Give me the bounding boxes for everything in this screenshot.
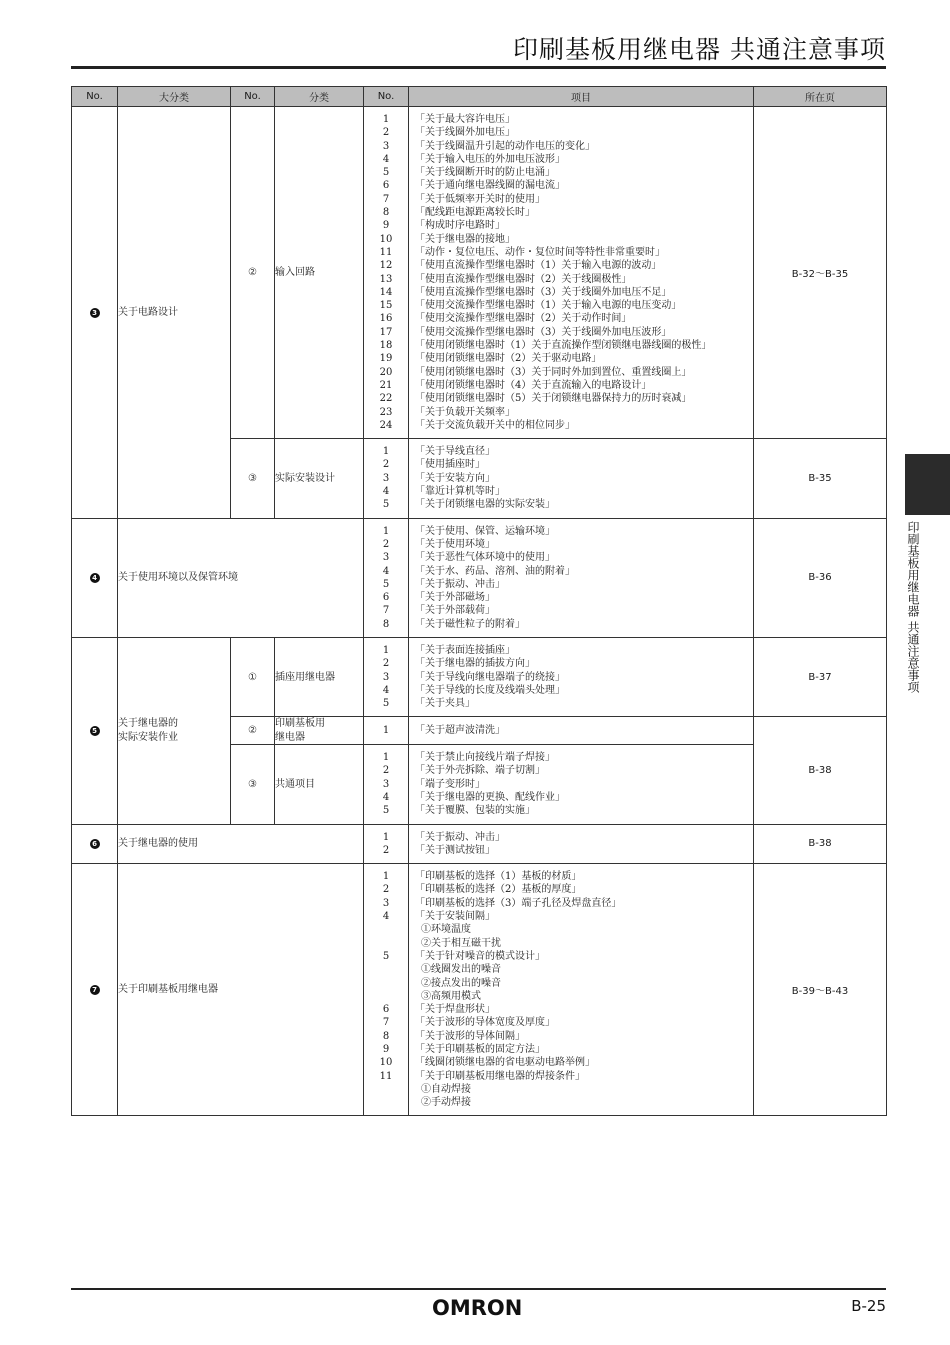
list-line: 5: [382, 578, 390, 590]
list-line: 15: [379, 300, 393, 312]
list-line: 20: [379, 366, 393, 378]
list-line: 3: [382, 778, 390, 790]
list-line: ②接点发出的噪音: [421, 977, 501, 989]
list-line: 「关于振动、冲击」: [415, 578, 505, 590]
side-tab: [905, 454, 950, 515]
omron-logo: OMRON: [432, 1296, 523, 1320]
list-line: 「关于线圈断开时的防止电涌」: [415, 167, 555, 179]
item-list: [409, 439, 754, 518]
page-ref: B-38: [754, 824, 887, 864]
sub-category: 插座用继电器: [275, 637, 364, 716]
list-line: 「关于低频率开关时的使用」: [415, 193, 545, 205]
list-line: 「使用闭锁继电器时（3）关于同时外加到置位、重置线圈上」: [415, 366, 692, 378]
list-line: 「使用交流操作型继电器时（2）关于动作时间」: [415, 313, 632, 325]
list-line: 7: [382, 1017, 390, 1029]
list-line: 8: [382, 1030, 390, 1042]
header-page: 所在页: [754, 87, 887, 107]
sub-number: ③: [231, 745, 275, 824]
major-category: 关于继电器的使用: [118, 824, 364, 864]
list-line: 2: [382, 459, 390, 471]
list-line: 「使用直流操作型继电器时（2）关于线圈极性」: [415, 273, 632, 285]
item-numbers: [364, 439, 409, 518]
section-number: 3: [72, 107, 118, 519]
list-line: 「关于导线向继电器端子的绕接」: [415, 671, 565, 683]
list-line: 「关于波形的导体间隔」: [415, 1030, 525, 1042]
major-category: 关于印刷基板用继电器: [118, 864, 364, 1116]
list-line: 5: [382, 805, 390, 817]
major-category: 关于使用环境以及保管环境: [118, 518, 364, 637]
list-line: 「端子变形时」: [415, 778, 485, 790]
table-row: [72, 107, 887, 439]
page-title: 印刷基板用继电器 共通注意事项: [513, 35, 886, 64]
list-line: 「动作・复位电压、动作・复位时间等特性非常重要时」: [415, 246, 665, 258]
page-ref: B-35: [754, 439, 887, 518]
list-line: [364, 1096, 408, 1109]
section-number: 6: [72, 824, 118, 864]
list-line: 「关于磁性粒子的附着」: [415, 618, 525, 630]
header-sub-no: No.: [231, 87, 275, 107]
sub-number: ②: [231, 717, 275, 745]
list-line: 「使用交流操作型继电器时（3）关于线圈外加电压波形」: [415, 326, 672, 338]
item-numbers: [364, 745, 409, 824]
list-line: 「使用闭锁继电器时（1）关于直流操作型闭锁继电器线圈的极性」: [415, 340, 712, 352]
item-numbers: [364, 107, 409, 439]
list-line: 5: [382, 698, 390, 710]
item-numbers: [364, 518, 409, 637]
list-line: 「印刷基板的选择（2）基板的厚度」: [415, 884, 582, 896]
item-list: [409, 518, 754, 637]
list-line: 「使用闭锁继电器时（4）关于直流输入的电路设计」: [415, 379, 652, 391]
list-line: 2: [382, 884, 390, 896]
sub-number: ②: [231, 107, 275, 439]
list-line: 6: [382, 592, 390, 604]
page-ref: B-32～B-35: [754, 107, 887, 439]
list-line: 「使用闭锁继电器时（2）关于驱动电路」: [415, 353, 602, 365]
list-line: ③高频用模式: [421, 990, 481, 1002]
table-row: [72, 637, 887, 716]
list-line: [364, 923, 408, 936]
header-no: No.: [72, 87, 118, 107]
list-line: 「线圈闭锁继电器的省电驱动电路举例」: [415, 1057, 595, 1069]
list-line: 21: [379, 379, 393, 391]
list-line: 「关于负载开关频率」: [415, 406, 515, 418]
list-line: 4: [382, 565, 390, 577]
sub-number: ①: [231, 637, 275, 716]
sub-category: 印刷基板用 继电器: [275, 717, 364, 745]
list-line: 5: [382, 499, 390, 511]
precautions-table: [71, 86, 887, 1116]
table-row: [72, 518, 887, 637]
list-line: 2: [382, 538, 390, 550]
list-line: 6: [382, 1004, 390, 1016]
item-numbers: [364, 717, 409, 745]
list-line: 「关于针对噪音的模式设计」: [415, 950, 545, 962]
header-items: 项目: [409, 87, 754, 107]
list-line: 「关于表面连接插座」: [415, 644, 515, 656]
list-line: 「关于波形的导体宽度及厚度」: [415, 1017, 555, 1029]
list-line: 7: [382, 605, 390, 617]
list-line: 1: [382, 871, 390, 883]
list-line: 「关于输入电压的外加电压波形」: [415, 153, 565, 165]
list-line: 3: [382, 552, 390, 564]
list-line: 「关于外部载荷」: [415, 605, 495, 617]
list-line: 3: [382, 472, 390, 484]
list-line: 8: [382, 207, 390, 219]
list-line: 5: [382, 950, 390, 962]
list-line: 「关于通向继电器线圈的漏电流」: [415, 180, 565, 192]
list-line: 「关于线圈外加电压」: [415, 127, 515, 139]
item-numbers: [364, 824, 409, 864]
list-line: 「关于外部磁场」: [415, 592, 495, 604]
list-line: 「关于禁止向接线片端子焊接」: [415, 752, 555, 764]
list-line: 1: [382, 725, 390, 737]
page-ref: B-36: [754, 518, 887, 637]
list-line: 「关于外壳拆除、端子切割」: [415, 765, 545, 777]
list-line: 11: [379, 1070, 393, 1082]
list-line: 24: [379, 419, 393, 431]
list-line: 「关于安装方向」: [415, 472, 495, 484]
list-line: 「构成时序电路时」: [415, 220, 505, 232]
list-line: 17: [379, 326, 393, 338]
list-line: 1: [382, 752, 390, 764]
list-line: 4: [382, 911, 390, 923]
list-line: 19: [379, 353, 393, 365]
table-row: [72, 824, 887, 864]
title-rule: [71, 66, 886, 69]
item-list: [409, 637, 754, 716]
list-line: 「靠近计算机等时」: [415, 486, 505, 498]
list-line: 10: [379, 233, 393, 245]
header-item-no: No.: [364, 87, 409, 107]
list-line: ②手动焊接: [421, 1097, 471, 1109]
list-line: 「关于线圈温升引起的动作电压的变化」: [415, 140, 595, 152]
list-line: 「关于超声波清洗」: [415, 725, 505, 737]
list-line: 「关于使用、保管、运输环境」: [415, 525, 555, 537]
section-number: 5: [72, 637, 118, 824]
list-line: 2: [382, 658, 390, 670]
list-line: 5: [382, 167, 390, 179]
sub-category: 输入回路: [275, 107, 364, 439]
list-line: 13: [379, 273, 393, 285]
list-line: 2: [382, 844, 390, 856]
list-line: 4: [382, 684, 390, 696]
list-line: 「使用交流操作型继电器时（1）关于输入电源的电压变动」: [415, 300, 682, 312]
list-line: ①自动焊接: [421, 1083, 471, 1095]
list-line: 「印刷基板的选择（3）端子孔径及焊盘直径」: [415, 897, 622, 909]
header-row: [72, 87, 887, 107]
list-line: 「关于测试按钮」: [415, 844, 495, 856]
list-line: 3: [382, 140, 390, 152]
list-line: 「使用插座时」: [415, 459, 485, 471]
list-line: 「关于焊盘形状」: [415, 1004, 495, 1016]
list-line: 11: [379, 246, 393, 258]
major-category: 关于电路设计: [118, 107, 231, 519]
list-line: [364, 977, 408, 990]
list-line: 2: [382, 127, 390, 139]
list-line: 「印刷基板的选择（1）基板的材质」: [415, 871, 582, 883]
list-line: 「关于安装间隔」: [415, 911, 495, 923]
list-line: 12: [379, 260, 393, 272]
list-line: 「配线距电源距离较长时」: [415, 207, 535, 219]
item-numbers: [364, 864, 409, 1116]
list-line: 8: [382, 618, 390, 630]
list-line: 1: [382, 831, 390, 843]
list-line: 6: [382, 180, 390, 192]
item-list: [409, 745, 754, 824]
list-line: 9: [382, 220, 390, 232]
item-list: [409, 824, 754, 864]
list-line: 「关于使用环境」: [415, 538, 495, 550]
list-line: ①环境温度: [421, 924, 471, 936]
list-line: 「关于水、药品、溶剂、油的附着」: [415, 565, 575, 577]
footer-rule: [71, 1288, 886, 1290]
item-list: [409, 107, 754, 439]
list-line: 16: [379, 313, 393, 325]
page-ref: B-39～B-43: [754, 864, 887, 1116]
list-line: [364, 1083, 408, 1096]
list-line: 3: [382, 671, 390, 683]
list-line: 7: [382, 193, 390, 205]
list-line: 10: [379, 1057, 393, 1069]
section-number: 4: [72, 518, 118, 637]
list-line: 「关于继电器的更换、配线作业」: [415, 791, 565, 803]
list-line: 「关于印刷基板的固定方法」: [415, 1044, 545, 1055]
section-number: 7: [72, 864, 118, 1116]
table-row: [72, 864, 887, 1116]
sub-number: ③: [231, 439, 275, 518]
item-list: [409, 717, 754, 745]
list-line: 1: [382, 446, 390, 458]
list-line: 1: [382, 644, 390, 656]
item-numbers: [364, 637, 409, 716]
list-line: 22: [379, 393, 393, 405]
list-line: 14: [379, 286, 393, 298]
page-ref: B-37: [754, 637, 887, 716]
list-line: 23: [379, 406, 393, 418]
list-line: 9: [382, 1044, 390, 1055]
header-major: 大分类: [118, 87, 231, 107]
list-line: 「使用直流操作型继电器时（3）关于线圈外加电压不足」: [415, 286, 672, 298]
list-line: 「使用闭锁继电器时（5）关于闭锁继电器保持力的历时衰减」: [415, 393, 692, 405]
list-line: 「关于导线的长度及线端头处理」: [415, 684, 565, 696]
list-line: 1: [382, 525, 390, 537]
list-line: 「关于闭锁继电器的实际安装」: [415, 499, 555, 511]
list-line: 「关于恶性气体环境中的使用」: [415, 552, 555, 564]
list-line: 「关于振动、冲击」: [415, 831, 505, 843]
header-sub: 分类: [275, 87, 364, 107]
page-number: B-25: [851, 1297, 886, 1315]
list-line: 「使用直流操作型继电器时（1）关于输入电源的波动」: [415, 260, 662, 272]
side-label: 印刷基板用继电器 共通注意事项: [906, 521, 920, 693]
list-line: 「关于印刷基板用继电器的焊接条件」: [415, 1070, 585, 1082]
list-line: 「关于继电器的插拔方向」: [415, 658, 535, 670]
list-line: 4: [382, 486, 390, 498]
list-line: 「关于交流负载开关中的相位同步」: [415, 419, 575, 431]
item-list: [409, 864, 754, 1116]
sub-category: 共通项目: [275, 745, 364, 824]
list-line: 1: [382, 114, 390, 125]
list-line: [364, 937, 408, 950]
list-line: 3: [382, 897, 390, 909]
list-line: 「关于覆膜、包装的实施」: [415, 805, 535, 817]
list-line: 2: [382, 765, 390, 777]
list-line: 4: [382, 153, 390, 165]
list-line: 「关于导线直径」: [415, 446, 495, 458]
list-line: ②关于相互磁干扰: [421, 937, 501, 949]
list-line: ①线圈发出的噪音: [421, 964, 501, 976]
page-ref: B-38: [754, 717, 887, 824]
list-line: 4: [382, 791, 390, 803]
list-line: [364, 963, 408, 976]
sub-category: 实际安装设计: [275, 439, 364, 518]
list-line: 「关于夹具」: [415, 698, 475, 710]
list-line: 18: [379, 340, 393, 352]
major-category: 关于继电器的 实际安装作业: [118, 637, 231, 824]
list-line: 「关于继电器的接地」: [415, 233, 515, 245]
list-line: 「关于最大容许电压」: [415, 114, 515, 125]
list-line: [364, 990, 408, 1003]
